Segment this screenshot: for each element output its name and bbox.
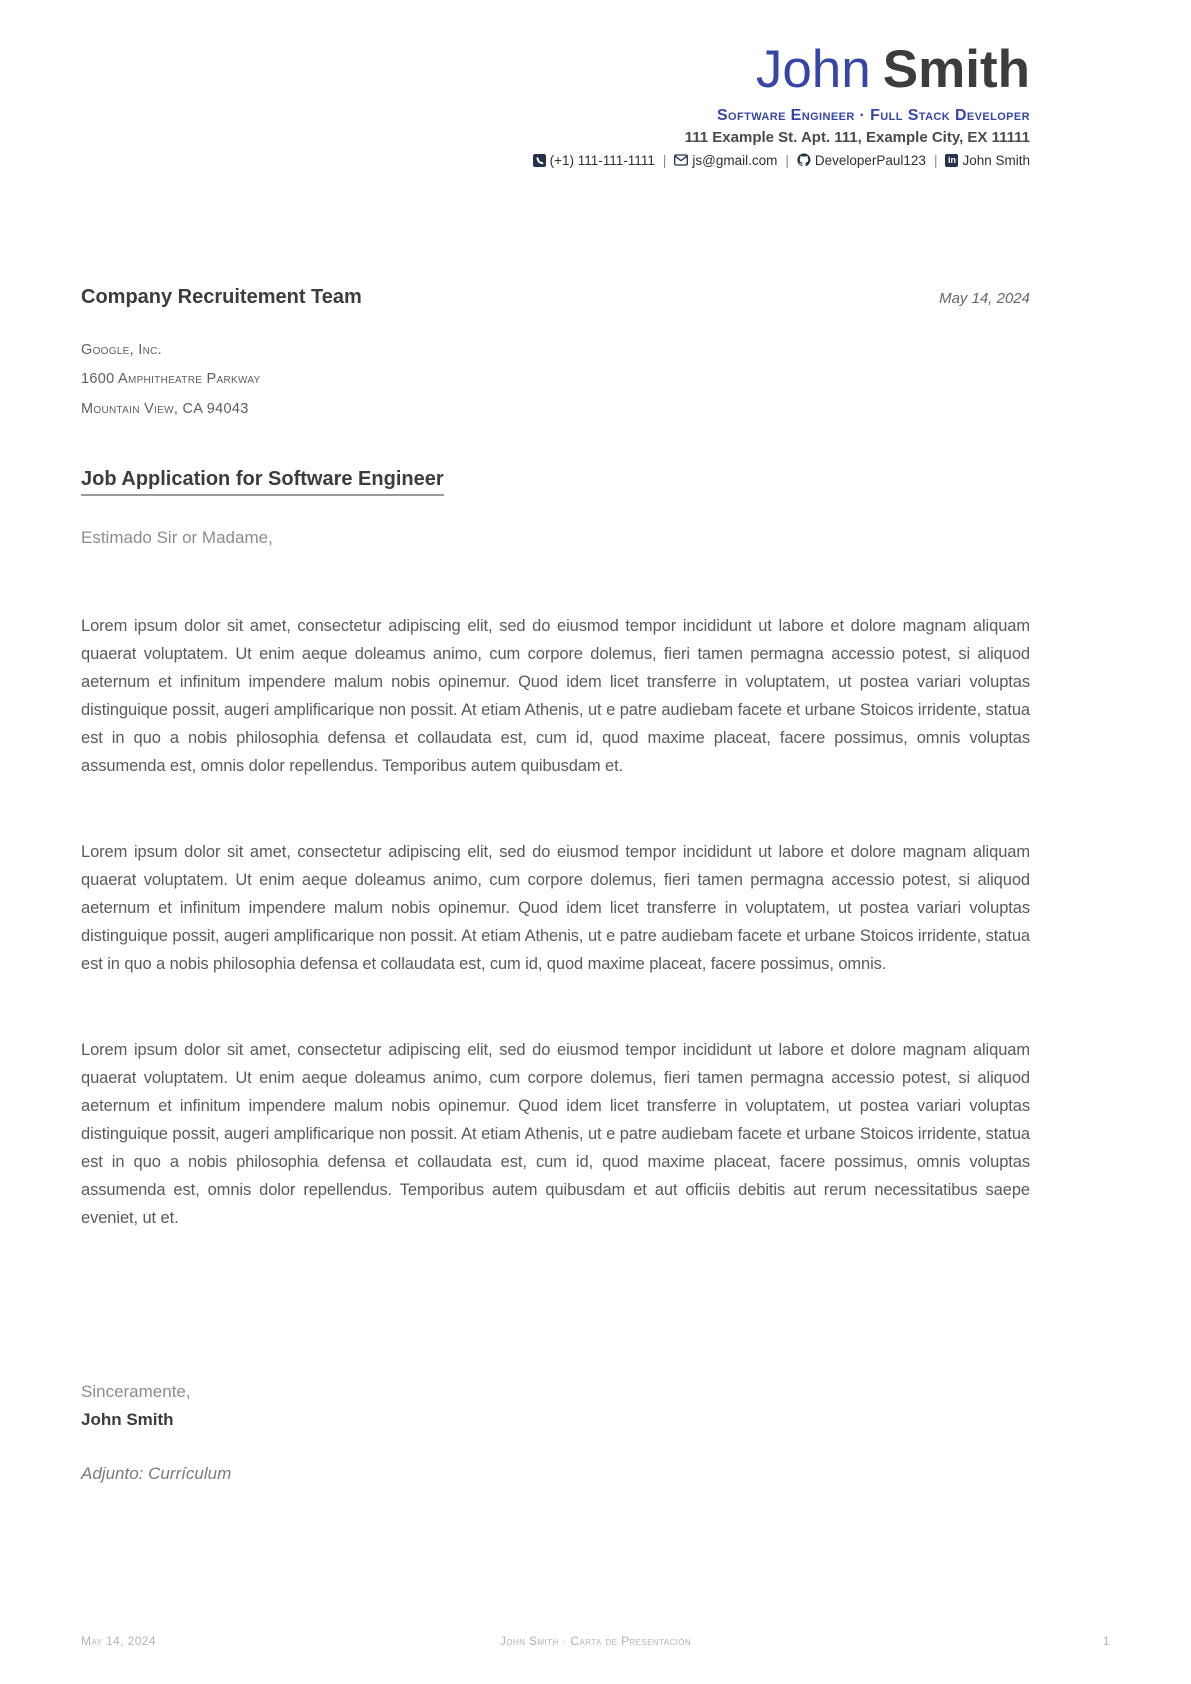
github-icon	[797, 153, 811, 167]
subject-line	[81, 468, 1030, 496]
page-footer	[81, 1634, 1110, 1648]
email-link[interactable]	[674, 153, 777, 168]
footer-date: May 14, 2024	[81, 1634, 156, 1648]
enclosure-note: Adjunto: Currículum	[81, 1464, 232, 1484]
recipient-street: 1600 Amphitheatre Parkway	[81, 371, 261, 388]
contact-separator: |	[785, 152, 789, 168]
applicant-tagline: Software Engineer · Full Stack Developer	[716, 106, 1030, 124]
email-address: js@gmail.com	[692, 152, 778, 168]
applicant-first-name: John	[755, 40, 871, 99]
contact-separator: |	[933, 152, 938, 168]
linkedin-link[interactable]	[945, 153, 1030, 168]
recipient-title: Company Recruitement Team	[81, 285, 362, 308]
letter-header	[81, 0, 1030, 168]
phone-square-icon	[533, 154, 546, 167]
subject-text: Job Application for Software Engineer	[81, 468, 444, 496]
recipient-company: Google, Inc.	[81, 341, 163, 358]
contact-separator: |	[662, 152, 667, 168]
closing-block	[81, 1378, 1030, 1434]
applicant-name	[81, 42, 1030, 98]
body-paragraph-2: Lorem ipsum dolor sit amet, consectetur adipiscing elit, sed do eiusmod tempor incididunt ut labore et dolore magnam aliquam quaerat voluptatem. Ut enim aeque doleamus animo, cum corpore dolemus, fieri tamen permagna accessio potest, si aliquod aeternum et infinitum impendere malum nobis opinemur. Quod idem licet transferre in voluptatem, ut postea variari voluptas distinguique possit, augeri amplificarique non possit. At etiam Athenis, ut e patre audiebam facete et urbane Stoicos irridente, statua est in quo a nobis philosophia defensa et collaudata est, cum id, quod maxime placeat, facere possimus, omnis.	[81, 843, 1030, 974]
github-link[interactable]	[797, 153, 926, 168]
linkedin-icon: in	[945, 154, 958, 167]
footer-page-number: 1	[1102, 1634, 1110, 1648]
applicant-last-name: Smith	[882, 40, 1030, 99]
valediction: Sinceramente,	[81, 1382, 191, 1402]
phone-link[interactable]	[533, 153, 655, 168]
recipient-row	[81, 286, 1030, 309]
recipient-city: Mountain View, CA 94043	[81, 400, 249, 417]
applicant-address: 111 Example St. Apt. 111, Example City, EX 11111	[684, 128, 1030, 146]
github-handle: DeveloperPaul123	[814, 152, 926, 168]
recipient-address-block	[81, 336, 1030, 425]
greeting: Estimado Sir or Madame,	[81, 528, 273, 548]
footer-center-text: John Smith · Carta de Presentación	[499, 1634, 692, 1648]
envelope-icon	[674, 154, 688, 166]
signature-name: John Smith	[81, 1410, 174, 1430]
phone-number: (+1) 111-111-1111	[549, 152, 655, 168]
letter-date: May 14, 2024	[939, 289, 1030, 307]
contact-line	[81, 153, 1030, 168]
linkedin-name: John Smith	[962, 152, 1030, 168]
body-paragraph-3: Lorem ipsum dolor sit amet, consectetur adipiscing elit, sed do eiusmod tempor incididunt ut labore et dolore magnam aliquam quaerat voluptatem. Ut enim aeque doleamus animo, cum corpore dolemus, fieri tamen permagna accessio potest, si aliquod aeternum et infinitum impendere malum nobis opinemur. Quod idem licet transferre in voluptatem, ut postea variari voluptas distinguique possit, augeri amplificarique non possit. At etiam Athenis, ut e patre audiebam facete et urbane Stoicos irridente, statua est in quo a nobis philosophia defensa et collaudata est, cum id, quod maxime placeat, facere possimus, omnis voluptas assumenda est, omnis dolor repellendus. Temporibus autem quibusdam et aut officiis debitis aut rerum necessitatibus saepe eveniet, ut et.	[81, 1041, 1030, 1228]
body-paragraph-1: Lorem ipsum dolor sit amet, consectetur adipiscing elit, sed do eiusmod tempor incididunt ut labore et dolore magnam aliquam quaerat voluptatem. Ut enim aeque doleamus animo, cum corpore dolemus, fieri tamen permagna accessio potest, si aliquod aeternum et infinitum impendere malum nobis opinemur. Quod idem licet transferre in voluptatem, ut postea variari voluptas distinguique possit, augeri amplificarique non possit. At etiam Athenis, ut e patre audiebam facete et urbane Stoicos irridente, statua est in quo a nobis philosophia defensa et collaudata est, cum id, quod maxime placeat, facere possimus, omnis voluptas assumenda est, omnis dolor repellendus. Temporibus autem quibusdam et.	[81, 617, 1030, 776]
